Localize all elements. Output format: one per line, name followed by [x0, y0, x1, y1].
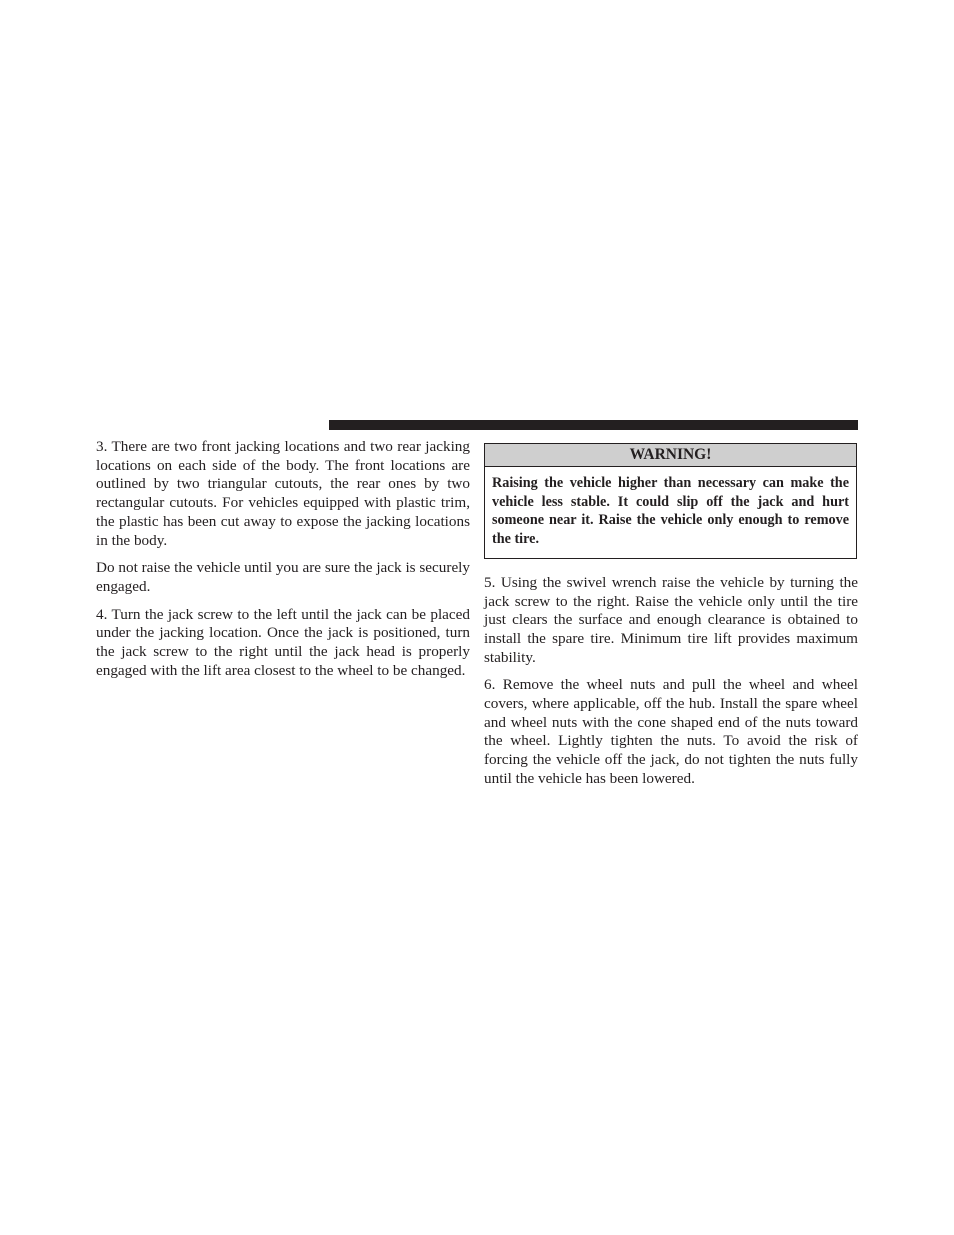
- jack-engaged-note: Do not raise the vehicle until you are sure the jack is securely engaged.: [96, 559, 470, 595]
- warning-text: Raising the vehicle higher than necessary can make the vehicle less stable. It could slip off the jack and hurt someone near it. Raise the vehicle only enough to remove the tire.: [492, 475, 849, 548]
- right-column: [484, 438, 858, 798]
- step-5-paragraph: 5. Using the swivel wrench raise the vehicle by turning the jack screw to the right. Raise the vehicle only until the tire just clears the surface and enough clearance is obtained to install the spare tire. Minimum tire lift provides maximum stability.: [484, 573, 858, 666]
- step-6-paragraph: 6. Remove the wheel nuts and pull the wheel and wheel covers, where applicable, off the hub. Install the spare wheel and wheel nuts with the cone shaped end of the nuts toward the wheel. Lightly tighten the nuts. To avoid the risk of forcing the vehicle off the jack, do not tighten the nuts fully until the vehicle has been lowered.: [484, 676, 858, 787]
- warning-box: [484, 443, 857, 559]
- left-column: [96, 438, 470, 689]
- warning-title: WARNING!: [485, 444, 856, 467]
- step-4-paragraph: 4. Turn the jack screw to the left until the jack can be placed under the jacking location. Once the jack is positioned, turn the jack screw to the right until the jack head is properly engaged with the lift area closest to the wheel to be changed.: [96, 605, 470, 679]
- section-header-bar: [329, 420, 858, 430]
- step-3-paragraph: 3. There are two front jacking locations and two rear jacking locations on each side of the body. The front locations are outlined by two triangular cutouts, the rear ones by two rectangular cutouts. For vehicles equipped with plastic trim, the plastic has been cut away to expose the jacking locations in the body.: [96, 438, 470, 549]
